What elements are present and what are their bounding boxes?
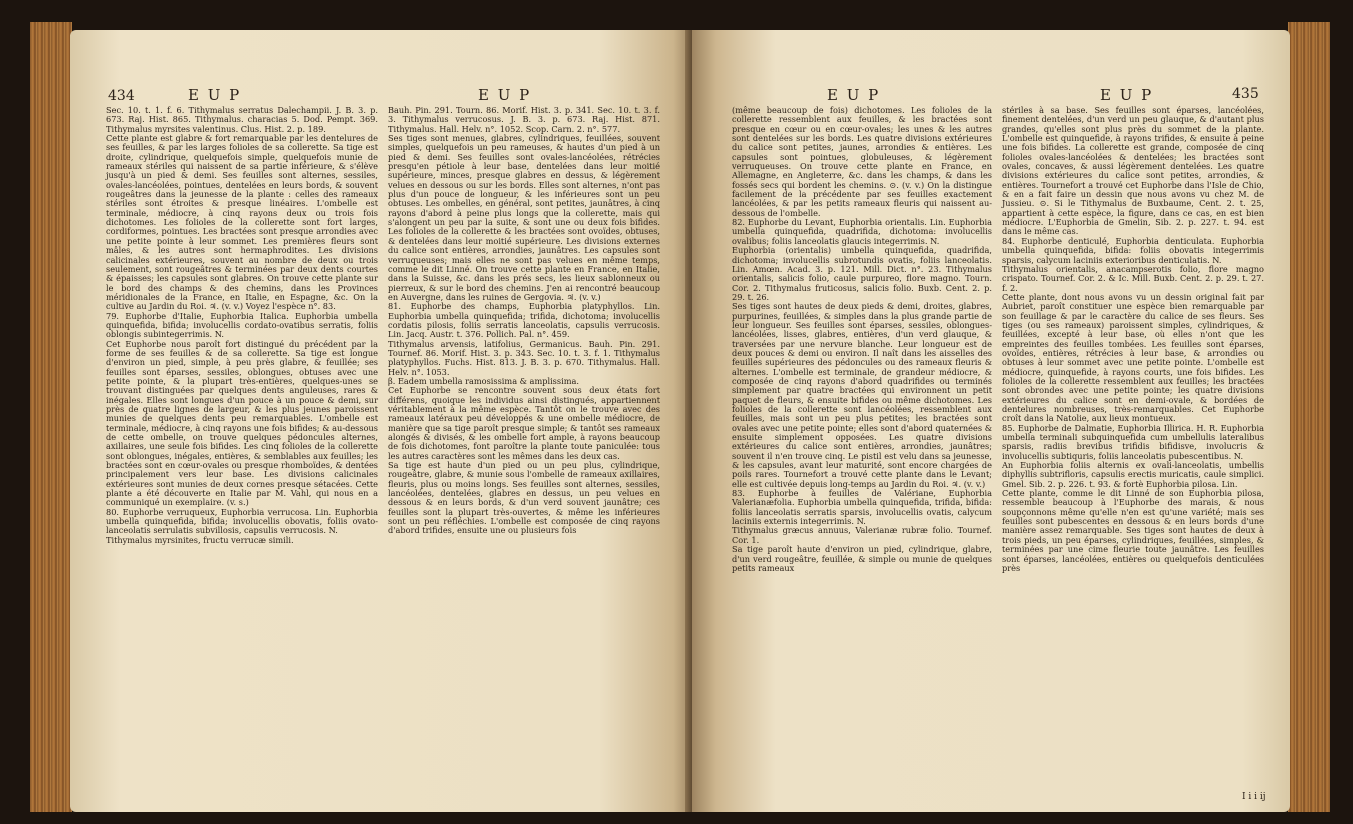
paragraph: Cet Euphorbe se rencontre souvent sous deux états fort différens, quoique les individus ainsi distingués, appartiennent véritablement à la même espèce. Tantôt on le trouve avec des rameaux latéraux peu développés & une ombelle médiocre, de manière que sa tige paroît presque simple; & tantôt ses rameaux alongés & divisés, & les ombelle fort ample, à rayons beaucoup de fois dichotomes, font paroître la plante toute paniculée: tous les autres caractères sont les mêmes dans les deux cas. [388,385,660,461]
paragraph: (même beaucoup de fois) dichotomes. Les folioles de la collerette ressemblent aux feuilles, & les bractées sont presque en cœur ou en cœur-ovales; les unes & les autres sont dentelées sur les bords. Les quatre divisions extérieures du calice sont petites, jaunes, arrondies & entières. Les capsules sont pointues, globuleuses, & légèrement verruqueuses. On trouve cette plante en France, en Allemagne, en Angleterre, &c. dans les champs, & dans les fossés secs qui bordent les chemins. ⊙. (v. v.) On la distingue facilement de la précédente par ses feuilles exactement lancéolées, & par les petits rameaux fleuris qui naissent au-dessous de l'ombelle. [732,105,992,218]
paragraph: 83. Euphorbe à feuilles de Valériane, Euphorbia Valerianæfolia. Euphorbia umbella quinquefida, trifida, bifida: foliis lanceolatis serratis sparsis, involucellis ovatis, calycum laciniis externis integerrimis. N. [732,488,992,527]
paragraph: 84. Euphorbe denticulé, Euphorbia denticulata. Euphorbia umbella quinquefida, bifida: foliis obovatis integerrimis sparsis, calycum laciniis exterioribus denticulatis. N. [1002,235,1264,265]
paragraph: Euphorbia (orientalis) umbella quinquefida, quadrifida, dichotoma; involucellis subrotundis ovatis, foliis lanceolatis. Lin. Amœn. Acad. 3. p. 121. Mill. Dict. n°. 23. Tithymalus orientalis, salicis folio, caule purpureo, flore magno. Tourn. Cor. 2. Tithymalus fruticosus, salicis folio. Buxb. Cent. 2. p. 29. t. 26. [732,245,992,302]
paragraph: Bauh. Pin. 291. Tourn. 86. Morif. Hist. 3. p. 341. Sec. 10. t. 3. f. 3. Tithymalus verrucosus. J. B. 3. p. 673. Raj. Hist. 871. Tithymalus. Hall. Helv. n°. 1052. Scop. Carn. 2. n°. 577. [388,105,660,134]
paragraph: 80. Euphorbe verruqueux, Euphorbia verrucosa. Lin. Euphorbia umbella quinquefida, bifida; involucellis obovatis, foliis ovato-lanceolatis serrulatis subvillosis, capsulis verrucosis. N. [106,506,378,536]
right-page-column-1 [732,106,992,573]
right-page-column-2 [1002,106,1264,573]
paragraph: stériles à sa base. Ses feuilles sont éparses, lancéolées, finement dentelées, d'un verd un peu glauque, & d'autant plus grandes, qu'elles sont plus près du sommet de la plante. L'ombelle est quinquefide, à rayons trifides, & ensuite à peine une fois bifides. La collerette est grande, composée de cinq folioles ovales-lancéolées & dentelées; les bractées sont ovales, concaves, & aussi légèrement dentelées. Les quatre divisions extérieures du calice sont petites, arrondies, & entières. Tournefort a trouvé cet Euphorbe dans l'Isle de Chio, & en a fait faire un dessin que nous avons vu chez M. de Jussieu. ⊙. Si le Tithymalus de Buxbaume, Cent. 2. t. 25, appartient à cette espèce, la figure, dans ce cas, en est bien médiocre. L'Euphorbia de Gmelin, Sib. 2. p. 227. t. 94. est dans le même cas. [1002,105,1264,237]
paragraph: Cette plante est glabre & fort remarquable par les dentelures de ses feuilles, & par les larges folioles de sa collerette. Sa tige est droite, cylindrique, quelquefois simple, quelquefois munie de rameaux stériles qui naissent de sa partie inférieure, & s'élève jusqu'à un pied & demi. Ses feuilles sont alternes, sessiles, ovales-lancéolées, pointues, dentelées en leurs bords, & souvent rougeâtres dans la jeunesse de la plante : celles des rameaux stériles sont étroites & presque linéaires. L'ombelle est terminale, médiocre, à cinq rayons deux ou trois fois dichotomes. Les folioles de la collerette sont fort larges, cordiformes, pointues. Les bractées sont presque arrondies avec une petite pointe à leur sommet. Les premières fleurs sont mâles, & les autres sont hermaphrodites. Les divisions calicinales extérieures, souvent au nombre de deux ou trois seulement, sont rougeâtres & terminées par deux dents courtes & épaisses; les capsules sont glabres. On trouve cette plante sur le bord des champs & des chemins, dans les Provinces méridionales de la France, en Italie, en Espagne, &c. On la cultive au Jardin du Roi. ♃. (v. v.) Voyez l'espèce n°. 83. [106,133,378,312]
paragraph: An Euphorbia foliis alternis ex ovali-lanceolatis, umbellis diphyllis subtrifloris, capsulis erectis muricatis, caule simplici. Gmel. Sib. 2. p. 226. t. 93. & fortè Euphorbia pilosa. Lin. [1002,460,1264,489]
left-page-running-head-2: E U P [478,86,532,104]
paragraph: Cet Euphorbe nous paroît fort distingué du précédent par la forme de ses feuilles & de sa collerette. Sa tige est longue d'environ un pied, simple, à peu près glabre, & feuillée; ses feuilles sont éparses, sessiles, oblongues, obtuses avec une petite pointe, & la plupart très-entières, quelques-unes se trouvant distinguées par quelques dents anguleuses, rares & inégales. Elles sont longues d'un pouce à un pouce & demi, sur près de quatre lignes de largeur, & les plus jeunes paroissent munies de quelques dents peu remarquables. L'ombelle est terminale, médiocre, à cinq rayons une fois bifides; & au-dessous de cette ombelle, on trouve quelques pédoncules alternes, axillaires, une seule fois bifides. Les cinq folioles de la collerette sont oblongues, inégales, entières, & semblables aux feuilles; les bractées sont en cœur-ovales ou presque rhomboïdes, & dentées principalement vers leur base. Les divisions calicinales extérieures sont munies de deux cornes presque sétacées. Cette plante a été découverte en Italie par M. Vahl, qui nous en a communiqué un exemplaire. (v. s.) [106,338,378,508]
paragraph: Ses tiges sont hautes de deux pieds & demi, droites, glabres, purpurines, feuillées, & simples dans la plus grande partie de leur longueur. Ses feuilles sont éparses, sessiles, oblongues-lancéolées, lisses, glabres, entières, d'un verd glauque, & traversées par une nervure blanche. Leur longueur est de deux pouces & demi ou environ. Il naît dans les aisselles des feuilles supérieures des pédoncules ou des rameaux fleuris & alternes. L'ombelle est terminale, de grandeur médiocre, & composée de cinq rayons d'abord quadrifides ou terminés simplement par quatre bractées qui environnent un petit paquet de fleurs, & ensuite bifides ou même dichotomes. Les folioles de la collerette sont lancéolées, ressemblent aux feuilles, mais sont un peu plus petites; les bractées sont ovales avec une petite pointe; elles sont d'abord quaternées & ensuite simplement opposées. Les quatre divisions extérieures du calice sont entières, arrondies, jaunâtres; souvent il n'en trouve cinq. Le pistil est velu dans sa jeunesse, & les capsules, avant leur maturité, sont encore chargées de poils rares. Tournefort a trouvé cette plante dans le Levant; elle est cultivée depuis long-temps au Jardin du Roi. ♃. (v. v.) [732,301,992,489]
left-page-number: 434 [108,88,135,104]
paragraph: 79. Euphorbe d'Italie, Euphorbia Italica. Euphorbia umbella quinquefida, bifida; involucellis cordato-ovatibus serratis, foliis oblongis subintegerrimis. N. [106,310,378,340]
right-page-running-head-1: E U P [827,86,881,104]
paragraph: β. Eadem umbella ramosissima & amplissima. [388,375,579,386]
paragraph: 81. Euphorbe des champs, Euphorbia platyphyllos. Lin. Euphorbia umbella quinquefida; trifida, dichotoma; involucellis cordatis pilosis, foliis serratis lanceolatis, capsulis verrucosis. Lin. Jacq. Austr. t. 376. Pollich. Pal. n°. 459. [388,301,660,340]
left-page-column-2 [388,106,660,536]
book-spread [30,12,1330,822]
right-page-number: 435 [1232,86,1259,102]
paragraph: Tithymalus græcus annuus, Valerianæ rubræ folio. Tournef. Cor. 1. [732,525,992,545]
paragraph: Cette plante, dont nous avons vu un dessin original fait par Aubriet, paroît constituer une espèce bien remarquable par son feuillage & par le caractère du calice de ses fleurs. Ses tiges (ou ses rameaux) paroissent simples, cylindriques, & feuillées, excepté à leur base, où elles n'ont que les empreintes des feuilles tombées. Les feuilles sont éparses, ovoïdes, entières, rétrécies à leur base, & arrondies ou obtuses à leur sommet avec une petite pointe. L'ombelle est médiocre, quinquefide, à rayons courts, une fois bifides. Les folioles de la collerette ressemblent aux feuilles; les bractées sont obrondes avec une petite pointe; les quatre divisions extérieures du calice sont en demi-ovale, & bordées de dentelures nombreuses, très-remarquables. Cet Euphorbe croît dans la Natolie, aux lieux montueux. [1002,291,1264,424]
paragraph: 82. Euphorbe du Levant, Euphorbia orientalis. Lin. Euphorbia umbella quinquefida, quadrifida, dichotoma: involucellis ovalibus; foliis lanceolatis glaucis integerrimis. N. [732,217,992,246]
right-page-running-head-2: E U P [1100,86,1154,104]
left-page-running-head-1: E U P [188,86,242,104]
paragraph: Sa tige paroît haute d'environ un pied, cylindrique, glabre, d'un verd rougeâtre, feuillée, & simple ou munie de quelques petits rameaux [732,544,992,573]
right-page [692,30,1290,812]
book-page-edges-left [30,22,72,812]
paragraph: 85. Euphorbe de Dalmatie, Euphorbia Illirica. H. R. Euphorbia umbella terminali subquinquefida cum umbellulis lateralibus sparsis, radiis brevibus trifidis bifidisve, involucris & involucellis subtiquris, foliis lanceolatis pubescentibus. N. [1002,422,1264,461]
paragraph: Tithymalus orientalis, anacampserotis folio, flore magno crispato. Tournef. Cor. 2. & Ic. Mill. Buxb. Cent. 2. p. 29. t. 27. f. 2. [1002,263,1264,293]
left-page [70,30,692,812]
paragraph: Tithymalus arvensis, latifolius, Germanicus. Bauh. Pin. 291. Tournef. 86. Morif. Hist. 3. p. 343. Sec. 10. t. 3. f. 1. Tithymalus platyphyllos. Fuchs. Hist. 813. J. B. 3. p. 670. Tithymalus. Hall. Helv. n°. 1053. [388,338,660,377]
paragraph: Cette plante, comme le dit Linné de son Euphorbia pilosa, ressemble beaucoup à l'Euphorbe des marais, & nous soupçonnons même qu'elle n'en est qu'une variété; mais ses feuilles sont pubescentes en dessous & en leurs bords d'une manière assez remarquable. Ses tiges sont hautes de deux à trois pieds, un peu éparses, cylindriques, feuillées, simples, & terminées par une cime fleurie toute jaunâtre. Les feuilles sont éparses, lancéolées, entières ou quelquefois denticulées près [1002,488,1264,573]
paragraph: Ses tiges sont menues, glabres, cylindriques, feuillées, souvent simples, quelquefois un peu rameuses, & hautes d'un pied à un pied & demi. Ses feuilles sont ovales-lancéolées, rétrécies presqu'en pétiole à leur base, dentelées dans leur moitié supérieure, minces, presque glabres en dessus, & légèrement velues en dessous ou sur les bords. Elles sont alternes, n'ont pas plus d'un pouce de longueur, & les inférieures sont un peu obtuses. Les ombelles, en général, sont petites, jaunâtres, à cinq rayons d'abord à peine plus longs que la collerette, mais qui s'alongent un peu par la suite, & sont une ou deux fois bifides. Les folioles de la collerette & les bractées sont ovoïdes, obtuses, & dentelées dans leur moitié supérieure. Les divisions externes du calice sont entières, arrondies, jaunâtres. Les capsules sont verruqueuses; mais elles ne sont pas velues en même temps, comme le dit Linné. On trouve cette plante en France, en Italie, dans la Suisse, &c. dans les prés secs, les lieux sablonneux ou pierreux, & sur le bord des chemins. J'en ai rencontré beaucoup en Auvergne, dans les ruines de Gergovia. ♃. (v. v.) [388,133,660,302]
signature-mark: I i i ij [1242,792,1266,802]
paragraph: Tithymalus myrsinites, fructu verrucæ simili. [106,534,294,545]
paragraph: Sec. 10. t. 1. f. 6. Tithymalus serratus Dalechampii. J. B. 3. p. 673. Raj. Hist. 865. Tithymalus. characias 5. Dod. Pempt. 369. Tithymalus myrsites valentinus. Clus. Hist. 2. p. 189. [106,105,378,134]
paragraph: Sa tige est haute d'un pied ou un peu plus, cylindrique, rougeâtre, glabre, & munie sous l'ombelle de rameaux axillaires, fleuris, plus ou moins longs. Ses feuilles sont alternes, sessiles, lancéolées, dentelées, glabres en dessus, un peu velues en dessous & en leurs bords, & d'un verd souvent jaunâtre; ces feuilles sont la plupart très-ouvertes, & même les inférieures sont un peu réfléchies. L'ombelle est composée de cinq rayons d'abord trifides, ensuite une ou plusieurs fois [388,460,660,536]
left-page-column-1 [106,106,378,545]
left-page-header [108,86,668,104]
book-page-edges-right [1288,22,1330,812]
